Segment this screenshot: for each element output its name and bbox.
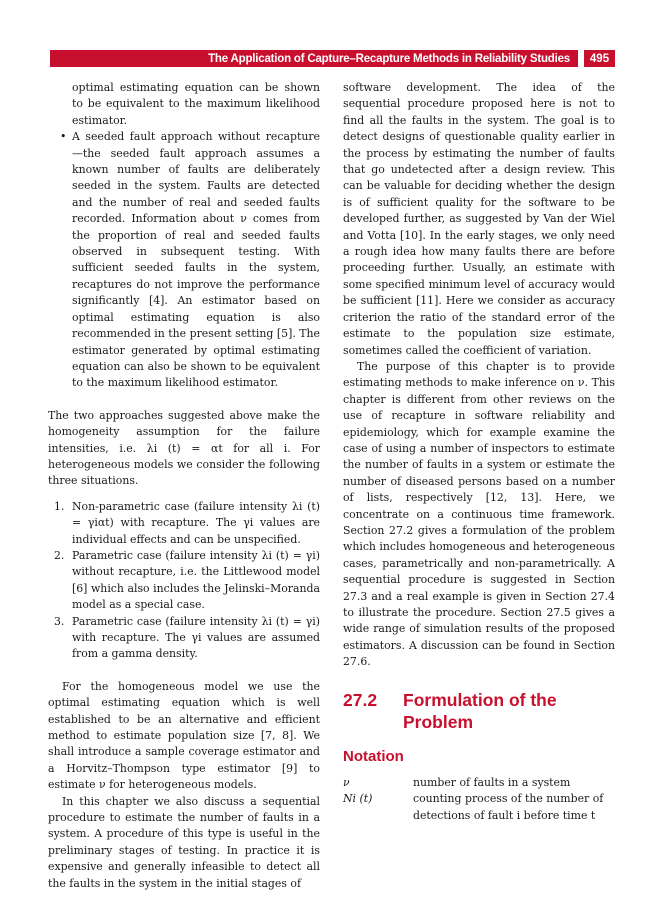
left-column [48,80,320,892]
subheading-notation: Notation [343,747,404,765]
right-column [343,80,615,824]
running-header-title: The Application of Capture–Recapture Methods in Reliability Studies [208,52,570,65]
list-number: 3. [54,614,65,628]
section-title: Formulation of the Problem [403,689,557,732]
section-number: 27.2 [343,689,378,710]
list-item [48,614,320,663]
list-text: Parametric case (failure intensity λi (t) = γi) with recapture. The γi values are assumed from a gamma density. [72,614,320,661]
bullet-icon: • [60,130,67,144]
notation-description: number of faults in a system [413,776,571,790]
notation-symbol: Ni (t) [343,792,373,806]
paragraph: For the homogeneous model we use the optimal estimating equation which is well established to be an alternative and efficient method to estimate population size [7, 8]. We shall introduce a sample coverage estimator and a Horvitz–Thompson type estimator [9] to estimate ν for heterogeneous models. [48,679,320,792]
running-header [50,50,578,67]
paragraph: software development. The idea of the sequential procedure proposed here is not to find all the faults in the system. The goal is to detect designs of questionable quality earlier in the process by estimating the number of faults that go undetected after a design review. This can be valuable for deciding whether the design is of sufficient quality for the software to be developed further, as suggested by Van der Wiel and Votta [10]. In the early stages, we only need a rough idea how many faults there are before proceeding further. Usually, an estimate with some specified minimum level of accuracy would be sufficient [11]. Here we consider as accuracy criterion the ratio of the standard error of the estimate to the population size estimate, sometimes called the coefficient of variation. [343,81,615,357]
list-item [48,499,320,548]
notation-row [343,775,615,791]
bullet-text: optimal estimating equation can be shown to be equivalent to the maximum likelihood estimator. [72,81,320,127]
notation-symbol: ν [343,776,350,790]
notation-description: counting process of the number of detections of fault i before time t [413,792,604,822]
list-text: Parametric case (failure intensity λi (t) = γi) without recapture, i.e. the Littlewood model [6] which also includes the Jelinski–Moranda model as a special case. [72,548,320,612]
paragraph: The two approaches suggested above make the homogeneity assumption for the failure intensities, i.e. λi (t) = αt for all i. For heterogeneous models we consider the following three situations. [48,408,320,488]
bullet-item-seeded-fault [48,129,320,392]
paragraph: In this chapter we also discuss a sequential procedure to estimate the number of faults in a system. A procedure of this type is useful in the preliminary stages of testing. In practice it is expensive and generally infeasible to detect all the faults in the system in the initial stages of [48,794,320,890]
list-item [48,548,320,614]
bullet-text: A seeded fault approach without recapture—the seeded fault approach assumes a known number of faults are deliberately seeded in the system. Faults are detected and the number of real and seeded faults recorded. Information about ν comes from the proportion of real and seeded faults observed in subsequent testing. With sufficient seeded faults in the system, recaptures do not improve the performance significantly [4]. An estimator based on optimal estimating equation is also recommended in the present setting [5]. The estimator generated by optimal estimating equation can also be shown to be equivalent to the maximum likelihood estimator. [72,130,320,390]
bullet-item-continued [48,80,320,129]
notation-row [343,791,615,824]
list-number: 2. [54,548,65,562]
paragraph: The purpose of this chapter is to provide estimating methods to make inference on ν. This chapter is different from other reviews on the use of recapture in software reliability and epidemiology, which for example examine the case of using a number of inspectors to estimate the number of faults in a system or estimate the number of diseased persons based on a number of lists, respectively [12, 13]. Here, we concentrate on a continuous time framework. Section 27.2 gives a formulation of the problem which includes homogeneous and heterogeneous cases, parametrically and non-parametrically. A sequential procedure is suggested in Section 27.3 and a real example is given in Section 27.4 to illustrate the procedure. Section 27.5 gives a wide range of simulation results of the proposed estimators. A discussion can be found in Section 27.6. [343,359,615,669]
list-text: Non-parametric case (failure intensity λi (t) = γiαt) with recapture. The γi values are individual effects and can be unspecified. [72,499,320,546]
list-number: 1. [54,499,65,513]
section-heading [343,689,615,733]
page-number: 495 [584,50,615,67]
